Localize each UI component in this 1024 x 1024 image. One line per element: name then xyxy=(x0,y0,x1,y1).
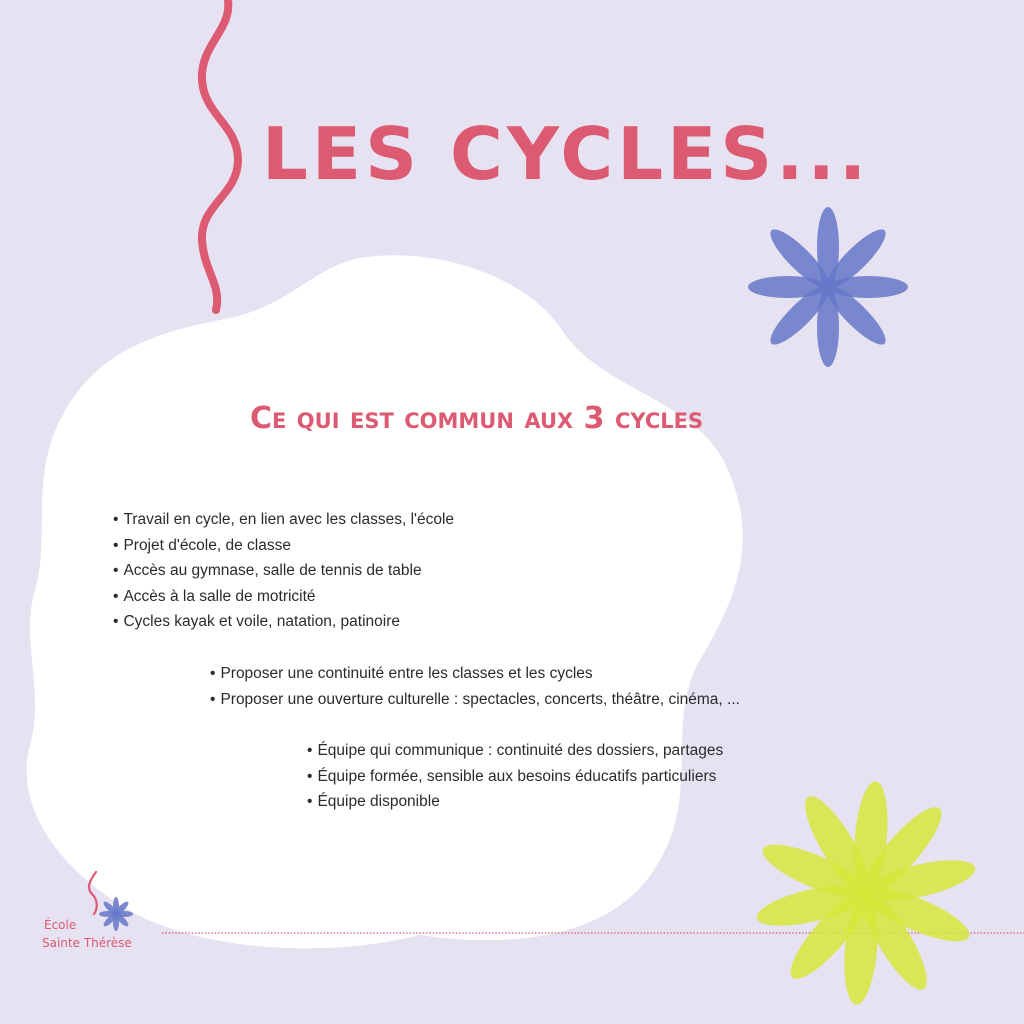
list-item: • Projet d'école, de classe xyxy=(113,533,454,559)
green-flower-icon xyxy=(753,780,978,1006)
list-item: • Proposer une ouverture culturelle : spectacles, concerts, théâtre, cinéma, ... xyxy=(210,687,740,713)
section-subtitle: Ce qui est commun aux 3 cycles xyxy=(250,401,704,436)
blue-flower-icon xyxy=(748,207,908,367)
list-item: • Équipe disponible xyxy=(307,789,723,815)
page-title: LES CYCLES... xyxy=(262,112,871,196)
list-item: • Travail en cycle, en lien avec les classes, l'école xyxy=(113,507,454,533)
team-list xyxy=(307,738,723,815)
wavy-bracket-icon xyxy=(202,0,238,310)
school-logo xyxy=(42,916,132,952)
logo-line-2: Sainte Thérèse xyxy=(42,936,132,950)
list-item: • Cycles kayak et voile, natation, patinoire xyxy=(113,609,454,635)
common-activities-list xyxy=(113,507,454,635)
list-item: • Équipe qui communique : continuité des dossiers, partages xyxy=(307,738,723,764)
goals-list xyxy=(210,661,740,712)
list-item: • Équipe formée, sensible aux besoins éducatifs particuliers xyxy=(307,764,723,790)
list-item: • Accès à la salle de motricité xyxy=(113,584,454,610)
list-item: • Accès au gymnase, salle de tennis de table xyxy=(113,558,454,584)
logo-line-1: École xyxy=(44,918,77,932)
list-item: • Proposer une continuité entre les classes et les cycles xyxy=(210,661,740,687)
